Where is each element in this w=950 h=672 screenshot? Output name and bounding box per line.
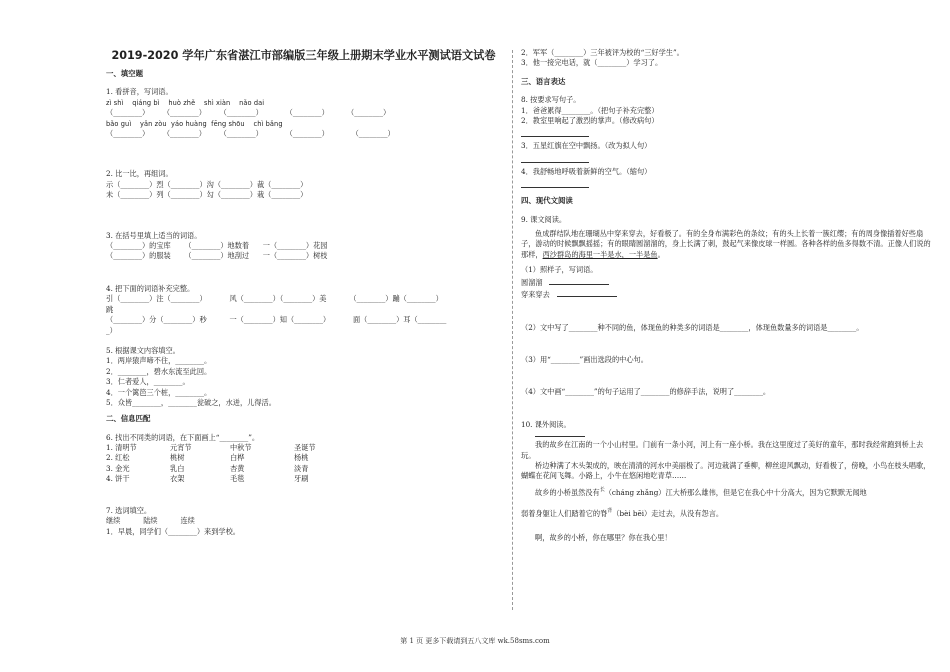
q7-line-1: 1．早晨，同学们（________）来到学校。: [106, 526, 240, 536]
q6-row: [106, 464, 334, 474]
q9-sub-1: （1）照样子，写词语。: [521, 265, 598, 275]
q2-stem: 2. 比一比，再组词。: [106, 169, 173, 179]
q10-para-4-a: 弱着身躯让人们踏着它的脊: [521, 509, 608, 519]
q6-word-table: [106, 443, 334, 484]
q6-row: [106, 453, 334, 463]
question-10: [521, 420, 931, 543]
question-9: [521, 215, 931, 398]
q6-word[interactable]: 3. 金光: [106, 463, 130, 473]
q10-ruby-bei: 背: [607, 508, 613, 515]
q9-sub-1-a-answer[interactable]: [549, 276, 609, 285]
q9-stem: 9. 课文阅读。: [521, 214, 567, 224]
q9-passage-text: 鱼成群结队地在珊瑚丛中穿来穿去，好看极了。有的全身布满彩色的条纹；有的头上长着一簇红缨；有的周身像插着好些扇子，游动的时候飘飘摇摇；有的眼睛圆溜溜的，身上长满了刺，鼓起气来像皮球一样圆。各种各样的鱼多得数不清。正像人们说的那样，: [521, 229, 931, 259]
q10-para-3-b: （cháng zhǎng）江大桥那么雄伟，但是它在我心中十分高大，因为它默默无闻地: [604, 487, 867, 497]
q3-stem: 3. 在括号里填上适当的词语。: [106, 230, 202, 240]
q1-pinyin-row-1: zì shì qiáng bì huò zhě shì xiàn nǎo dai: [106, 98, 265, 107]
q9-sub-1-a-label: 圆溜溜: [521, 277, 543, 287]
q3-row-1: （________）的宝库 （________）地数着 一（________）花园: [106, 241, 328, 251]
q6-row: [106, 443, 334, 453]
q10-ruby-chang: 长: [599, 486, 605, 493]
section-heading-match: 二、信息匹配: [106, 414, 151, 424]
q5-line-1: 1．两岸猿声啼不住，________。: [106, 356, 212, 366]
q10-para-1: 我的故乡在江南的一个小山村里。门前有一条小河，河上有一座小桥。我在这里度过了美好的童年，那时我经常跑到桥上去玩。: [521, 440, 924, 460]
q6-word[interactable]: 桃树: [170, 453, 185, 463]
q5-stem: 5. 根据课文内容填空。: [106, 345, 180, 355]
question-6: [106, 433, 501, 484]
q1-pinyin-row-2: bǎo guì yǎn zòu yáo huàng fēng shōu chì bǎng: [106, 119, 283, 128]
q9-sub-2: （2）文中写了________种不同的鱼，体现鱼的种类多的词语是________，体现鱼数量多的词语是________。: [521, 322, 864, 332]
question-7: [106, 506, 501, 537]
q6-word[interactable]: 4. 饼干: [106, 473, 130, 483]
q6-word[interactable]: 衣架: [170, 473, 185, 483]
q6-word[interactable]: 中秋节: [230, 443, 252, 453]
q9-underlined-sentence: 西沙群岛的海里一半是水，一半是鱼: [542, 249, 658, 259]
left-column: [106, 48, 501, 537]
right-column: [521, 48, 931, 543]
q9-sub-1-b: [521, 288, 931, 300]
q10-para-3-a: 故乡的小桥虽然没有: [535, 487, 600, 497]
question-1: [106, 87, 501, 139]
q4-row-1-wrap: 跳: [106, 304, 114, 314]
q6-word[interactable]: 杨桃: [294, 453, 309, 463]
q7-line-3: 3．他一接完电话，就（________）学习了。: [521, 58, 663, 68]
q4-row-2: （________）分（________）秒 一（________）知（________） 面（________）耳（________: [106, 315, 447, 325]
q6-word[interactable]: 毛毯: [230, 473, 245, 483]
q6-stem: 6. 找出不同类的词语，在下面画上“________”。: [106, 432, 260, 442]
q8-answer-line-4[interactable]: [521, 177, 589, 188]
q10-para-3: [521, 488, 931, 499]
q7-line-2: 2．军军（________）三年被评为校的“三好学生”。: [521, 48, 684, 57]
q9-sub-1-b-answer[interactable]: [557, 288, 617, 297]
section-heading-expression: 三、语言表达: [521, 76, 566, 86]
q9-sub-1-a: [521, 276, 931, 288]
q8-line-2: 2．教室里响起了激烈的掌声。（修改病句）: [521, 116, 659, 126]
q10-para-5: 啊，故乡的小桥，你在哪里？你在我心里！: [535, 532, 672, 542]
q6-word[interactable]: 1. 清明节: [106, 443, 137, 453]
question-3: [106, 231, 501, 262]
q9-passage: [521, 229, 931, 260]
section-heading-fill: 一、填空题: [106, 69, 143, 78]
question-8: [521, 95, 931, 188]
q1-blanks-row-1: （________） （________） （________） （________） （________）: [106, 108, 391, 118]
q9-sub-3: （3）用“________”画出选段的中心句。: [521, 354, 648, 364]
q8-stem: 8. 按要求写句子。: [521, 95, 581, 105]
q10-title-blank[interactable]: [535, 430, 585, 437]
q9-sub-1-b-label: 穿来穿去: [521, 290, 550, 300]
page-footer: 第 1 页 更多下载请到五八文库 wk.58sms.com: [400, 637, 550, 645]
q5-line-4: 4．一个篱笆三个桩，________。: [106, 387, 212, 397]
q9-sub-4: （4）文中画“________”的句子运用了________的修辞手法，说明了________。: [521, 387, 771, 397]
q2-row-2: 未（________）列（________）勾（________）栽（________）: [106, 190, 308, 200]
q8-answer-line-2[interactable]: [521, 126, 589, 137]
q5-line-5: 5．众皆________，________瓮破之，水迸，儿得活。: [106, 397, 276, 407]
q4-stem: 4. 把下面的词语补充完整。: [106, 283, 195, 293]
q4-row-2-wrap: _）: [106, 325, 117, 335]
q10-para-4: [521, 509, 931, 520]
question-4: [106, 284, 501, 336]
column-divider: [512, 50, 513, 610]
q10-stem: 10. 课外阅读。: [521, 419, 571, 429]
q6-row: [106, 474, 334, 484]
page-title: 2019-2020 学年广东省湛江市部编版三年级上册期末学业水平测试语文试卷: [111, 49, 496, 62]
q6-word[interactable]: 乳白: [170, 463, 185, 473]
q6-word[interactable]: 元宵节: [170, 443, 192, 453]
q2-row-1: 示（________）烈（________）沟（________）裁（________）: [106, 179, 308, 189]
question-2: [106, 169, 501, 200]
q7-stem: 7. 选词填空。: [106, 505, 152, 515]
q10-para-2: 桥边种满了木头架成的，映在清清的河水中美丽极了。河边栽满了垂柳，柳丝迎风飘动，好看极了，傍晚，小鸟在枝头唱歌，蝴蝶在花间飞舞。小路上，小牛在悠闲地吃青草……: [521, 460, 931, 481]
q6-word[interactable]: 淡青: [294, 463, 309, 473]
q6-word[interactable]: 圣诞节: [294, 443, 316, 453]
q10-para-4-b: （bèi bēi）走过去，从没有怨言。: [612, 509, 724, 519]
q6-word[interactable]: 白桦: [230, 453, 245, 463]
q8-line-3: 3．五星红旗在空中飘扬。（改为拟人句）: [521, 141, 652, 151]
q1-stem: 1. 看拼音，写词语。: [106, 87, 173, 97]
q6-word[interactable]: 2. 红松: [106, 453, 130, 463]
question-5: [106, 346, 501, 408]
q7-options: 继续 陆续 连续: [106, 516, 195, 526]
section-heading-reading: 四、现代文阅读: [521, 196, 573, 206]
q8-line-1: 1．爸爸累得________。（把句子补充完整）: [521, 105, 659, 115]
q5-line-3: 3．仁者爱人，________。: [106, 377, 190, 387]
q1-blanks-row-2: （________） （________） （________） （________） （________）: [106, 129, 395, 139]
q5-line-2: 2．________，碧水东流至此回。: [106, 366, 212, 376]
q6-word[interactable]: 牙刷: [294, 473, 309, 483]
q9-passage-end: 。: [657, 249, 665, 259]
q3-row-2: （________）的服装 （________）地刮过 一（________）树枝: [106, 251, 328, 261]
q6-word[interactable]: 杏黄: [230, 463, 245, 473]
q8-answer-line-3[interactable]: [521, 152, 589, 163]
q8-line-4: 4．我舒畅地呼吸着新鲜的空气。（缩句）: [521, 166, 652, 176]
q4-row-1: 引（________）注（________） 风（________）（________）美 （________）蹦（________）: [106, 294, 443, 304]
